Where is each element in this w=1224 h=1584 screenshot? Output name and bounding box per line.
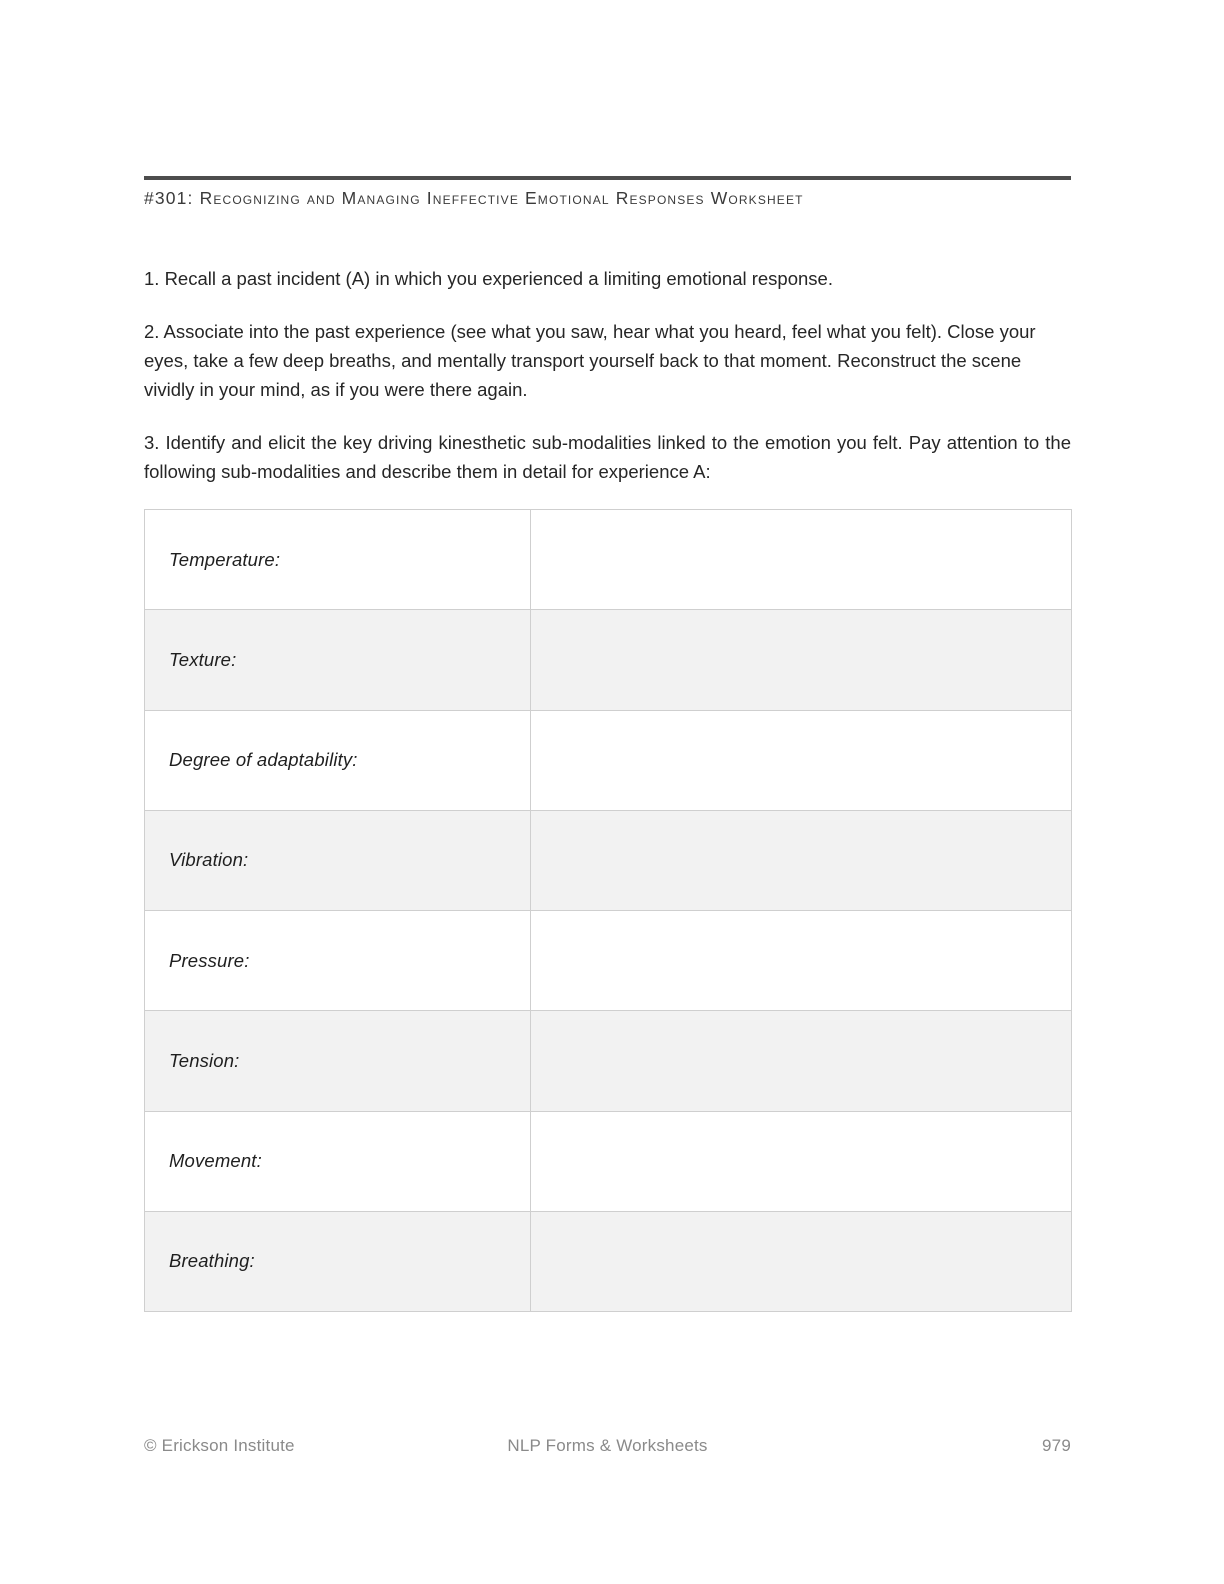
row-label-vibration: Vibration: <box>145 810 531 910</box>
row-label-degree-of-adaptability: Degree of adaptability: <box>145 710 531 810</box>
row-label-breathing: Breathing: <box>145 1211 531 1311</box>
document-number: #301: <box>144 188 194 208</box>
row-answer-tension[interactable] <box>531 1011 1072 1111</box>
instruction-step-3: 3. Identify and elicit the key driving kinesthetic sub-modalities linked to the emotion you felt. Pay attention to the following sub-modalities and describe them in detail for experience A: <box>144 432 1071 482</box>
instructions-block <box>144 264 1071 486</box>
row-label-temperature: Temperature: <box>145 510 531 610</box>
table-row <box>145 911 1072 1011</box>
sub-modalities-table-body <box>145 510 1072 1312</box>
sub-modalities-table <box>144 509 1072 1312</box>
table-row <box>145 1211 1072 1311</box>
table-row <box>145 1111 1072 1211</box>
header-rule <box>144 176 1071 180</box>
row-answer-movement[interactable] <box>531 1111 1072 1211</box>
row-answer-breathing[interactable] <box>531 1211 1072 1311</box>
row-answer-vibration[interactable] <box>531 810 1072 910</box>
instruction-step-2: 2. Associate into the past experience (see what you saw, hear what you heard, feel what you felt). Close your eyes, take a few deep breaths, and mentally transport yourself back to that moment. Reconstruct the scene vividly in your mind, as if you were there again. <box>144 321 1036 400</box>
row-answer-pressure[interactable] <box>531 911 1072 1011</box>
row-label-texture: Texture: <box>145 610 531 710</box>
footer-series-title: NLP Forms & Worksheets <box>507 1436 708 1455</box>
table-row <box>145 510 1072 610</box>
table-row <box>145 710 1072 810</box>
table-row <box>145 610 1072 710</box>
document-title-text: Recognizing and Managing Ineffective Emotional Responses Worksheet <box>199 188 804 208</box>
row-answer-temperature[interactable] <box>531 510 1072 610</box>
row-label-tension: Tension: <box>145 1011 531 1111</box>
footer-copyright: © Erickson Institute <box>144 1436 295 1455</box>
instruction-step-1: 1. Recall a past incident (A) in which you experienced a limiting emotional response. <box>144 268 833 289</box>
row-answer-texture[interactable] <box>531 610 1072 710</box>
footer-page-number: 979 <box>1042 1436 1071 1455</box>
table-row <box>145 1011 1072 1111</box>
page-title <box>144 186 1071 210</box>
page-footer <box>144 1436 1071 1462</box>
table-row <box>145 810 1072 910</box>
row-answer-degree-of-adaptability[interactable] <box>531 710 1072 810</box>
row-label-movement: Movement: <box>145 1111 531 1211</box>
row-label-pressure: Pressure: <box>145 911 531 1011</box>
